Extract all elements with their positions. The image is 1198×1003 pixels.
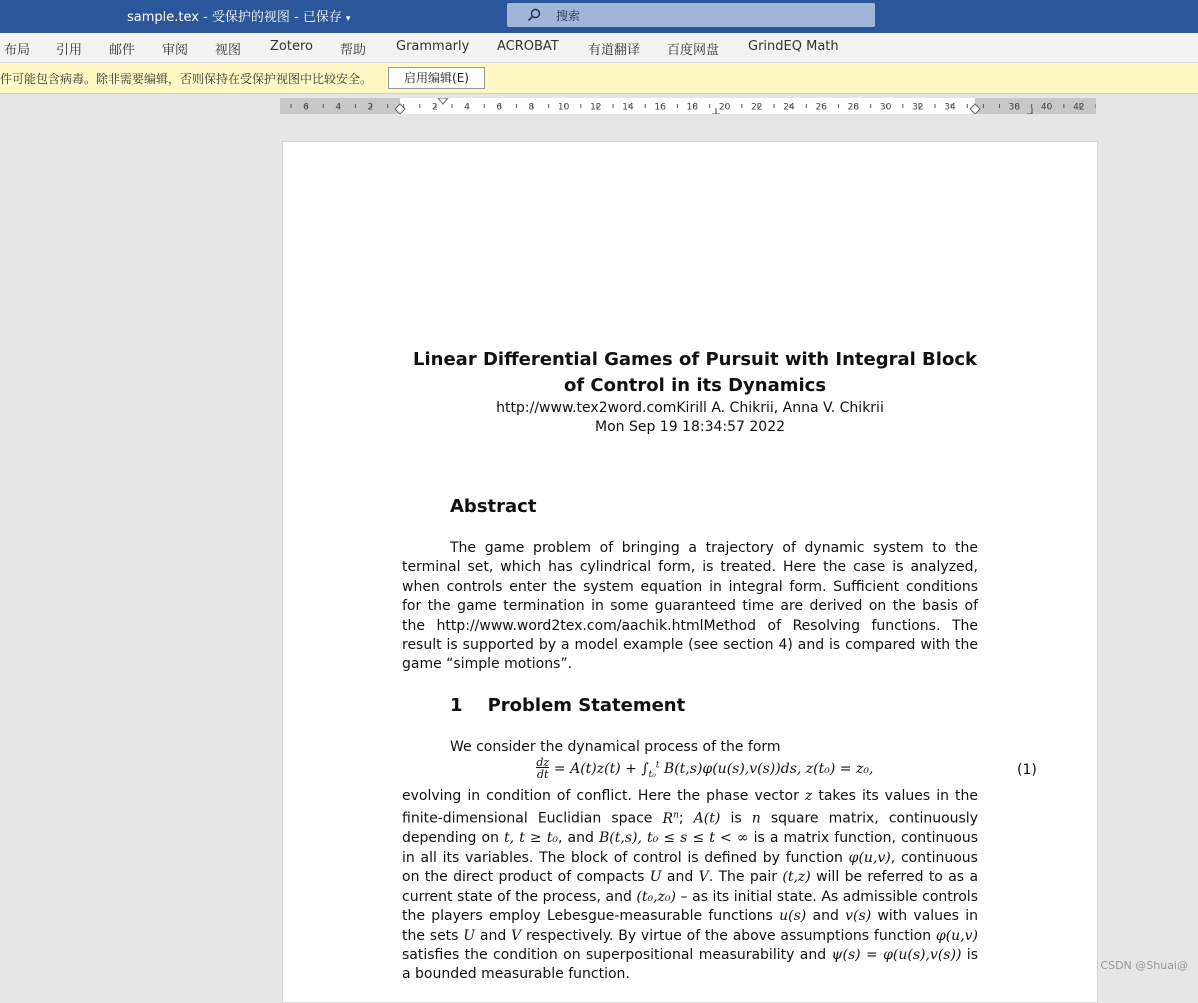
math-psi: ψ(s) = φ(u(s),v(s)) [831,946,962,963]
tab-mailings[interactable]: 邮件 [109,43,136,58]
ruler-label: 40 [1040,102,1053,113]
math-b: B(t,s), t₀ ≤ s ≤ t < ∞ [599,830,749,847]
body-text: is a bounded measurable function. [402,946,978,983]
ruler-label: 38 [1008,102,1021,113]
abstract-heading: Abstract [450,496,537,517]
body-text: satisfies the condition on superpositional measurability and [402,946,832,963]
body-text: . The pair [708,869,783,886]
tab-youdao[interactable]: 有道翻译 [588,43,641,58]
body-text: and [661,869,699,886]
ruler-label: 26 [815,102,827,113]
tab-baidu-netdisk[interactable]: 百度网盘 [667,43,720,58]
document-page[interactable] [282,141,1098,1003]
body-text: and [475,927,512,944]
ruler-label: 14 [622,102,634,113]
math-phi-2: φ(u,v) [935,927,979,944]
body-text: respectively. By virtue of the above assumptions function [521,927,936,944]
ruler-label: 16 [654,102,666,113]
ruler-label: 2 [431,102,438,113]
ruler-label: 20 [718,102,731,113]
paper-title: Linear Differential Games of Pursuit with Integral Block of Control in its Dynamics [413,349,977,396]
tab-review[interactable]: 审阅 [162,43,189,58]
ruler-label: 8 [528,102,535,113]
body-text: will be referred to as a current state of the process, and [402,869,979,905]
horizontal-ruler[interactable] [280,98,1096,114]
chevron-down-icon[interactable]: ▾ [345,14,351,24]
body-text: , and [558,830,599,847]
body-text: evolving in condition of conflict. Here the phase vector [402,788,805,804]
ruler-label: 6 [303,102,309,113]
body-text: with values in the sets [402,908,978,944]
ruler-label: 30 [879,102,892,113]
ruler-label: 28 [847,102,860,113]
ruler-label: 24 [783,102,795,113]
math-phi: φ(u,v) [848,849,891,866]
tab-help[interactable]: 帮助 [340,43,367,58]
watermark: CSDN @Shuai@ [1100,959,1188,972]
protected-view-bar [0,63,1198,94]
section-heading: 1 Problem Statement [450,695,686,716]
tab-grindeq-math[interactable]: GrindEQ Math [748,39,839,54]
ribbon-tabs [0,33,1198,63]
ruler-label: 4 [464,102,470,113]
math-pair: (t,z) [782,869,811,886]
document-title[interactable] [127,6,350,25]
tab-acrobat[interactable]: ACROBAT [497,39,559,54]
math-rn: $R^n$ [662,810,679,828]
math-z: z [804,788,813,804]
intro-line: We consider the dynamical process of the form [450,739,781,755]
search-box[interactable] [507,3,875,27]
math-t: t, t ≥ t₀ [504,830,559,847]
body-text: and [806,908,846,925]
math-v-s: v(s) [845,908,872,925]
tab-view[interactable]: 视图 [215,43,242,58]
tab-zotero[interactable]: Zotero [270,39,313,54]
ruler-label: 10 [557,102,570,113]
date-line: Mon Sep 19 18:34:57 2022 [594,419,786,435]
body-text: is a matrix function, continuous in all its variables. The block of control is defined by function [402,830,978,866]
author-line: http://www.tex2word.comKirill A. Chikrii, Anna V. Chikrii [496,400,884,416]
body-text: – as its initial state. As admissible controls the players employ Lebesgue-measurable functions [402,888,978,925]
ruler-label: 4 [335,102,342,113]
equation-number: (1) [1017,762,1037,778]
math-u-set: U [649,869,662,886]
math-u-set-2: U [463,927,476,944]
math-u-s: u(s) [779,908,807,925]
math-v-set: V [698,869,709,886]
ruler-label: 6 [496,102,503,113]
tab-layout[interactable]: 布局 [4,43,31,58]
ruler-label: 2 [367,102,374,113]
tab-references[interactable]: 引用 [56,43,83,58]
math-initial: (t₀,z₀) [636,888,676,905]
body-text: , continuous on the direct product of compacts [402,849,978,886]
body-paragraph [402,787,978,985]
abstract-paragraph: The game problem of bringing a trajectory of dynamic system to the terminal set, which has cylindrical form, is treated. Here the case is analyzed, when controls enter the system equation in integral form. Sufficient conditions for the game termination in some guaranteed time are derived on the basis of the http://www.word2tex.com/aachik.htmlMethod of Resolving functions. The result is supported by a model example (see section 4) and is compared with the game “simple motions”. [402,540,978,673]
body-text: square matrix, continuously depending on [402,811,978,847]
enable-editing-button[interactable]: 启用编辑(E) [388,67,485,89]
ruler-label: 12 [590,102,602,113]
protected-view-message: 件可能包含病毒。除非需要编辑，否则保持在受保护视图中比较安全。 [0,72,373,86]
ruler-label: 22 [751,102,763,113]
body-text: takes its values in the finite-dimensional Euclidian space [402,788,979,828]
math-v-set-2: V [511,927,522,944]
ruler-label: 18 [686,102,699,113]
ruler-label: 34 [944,102,956,113]
body-text: ; [678,811,694,828]
ruler-label: 42 [1073,102,1085,113]
title-bar [0,0,1198,33]
search-input[interactable]: 搜索 [556,9,581,23]
document-title-text: sample.tex - 受保护的视图 - 已保存 [127,10,342,25]
search-icon [527,8,541,22]
math-a-t: A(t) [693,811,721,828]
math-n: n [751,811,761,828]
body-text: is [720,811,752,828]
equation-1: dz dt = $A(t)z(t) + \int_{t_0}^t$ B(t,s)φ(u(s),v(s))ds, z(t₀) = z₀, [536,756,874,781]
ruler-label: 32 [912,102,924,113]
tab-grammarly[interactable]: Grammarly [396,39,470,54]
